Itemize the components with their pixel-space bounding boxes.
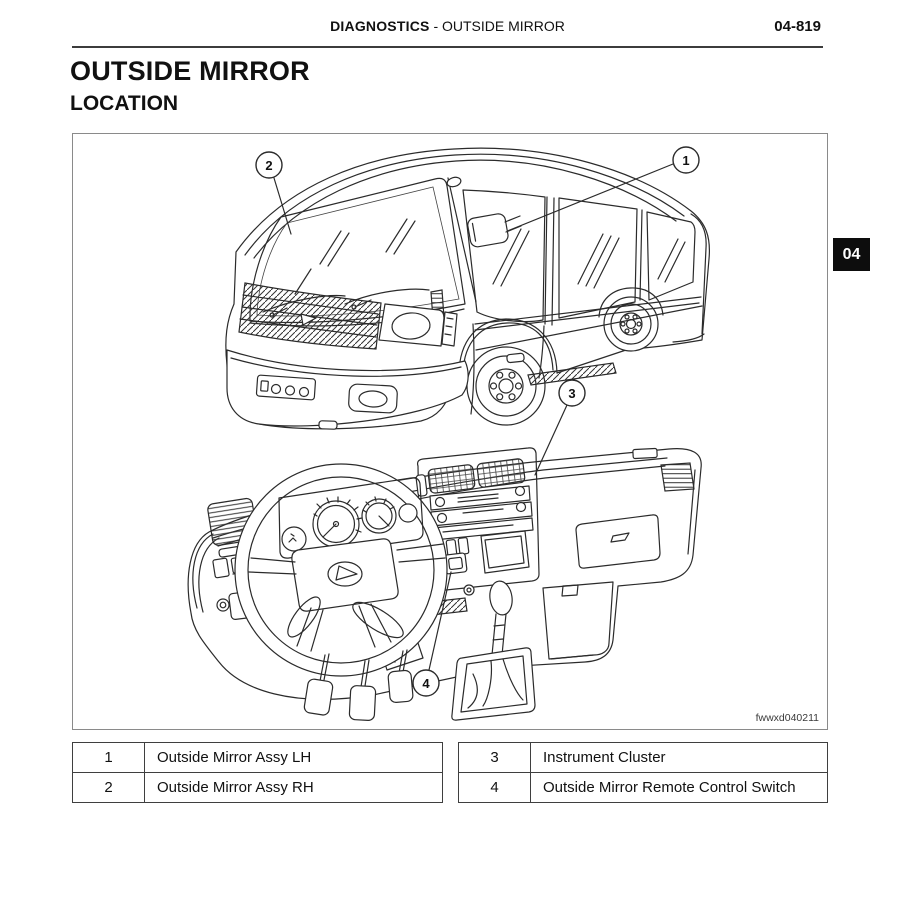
- van-illustration: [226, 148, 710, 429]
- callout-2-number: 2: [265, 158, 273, 173]
- header-section: DIAGNOSTICS: [330, 18, 430, 34]
- location-diagram: [73, 134, 827, 729]
- header-rule: [72, 46, 823, 48]
- page-title: OUTSIDE MIRROR: [70, 56, 310, 86]
- legend-label: Instrument Cluster: [531, 743, 828, 773]
- legend-table-right: [458, 742, 828, 803]
- legend-num: 1: [73, 743, 145, 773]
- callout-1-number: 1: [682, 153, 690, 168]
- table-row: [459, 773, 828, 803]
- center-vent-left: [428, 464, 476, 493]
- legend-table-left: [72, 742, 443, 803]
- section-subtitle: LOCATION: [70, 92, 179, 115]
- header-breadcrumb: [72, 18, 823, 34]
- passenger-vent: [661, 463, 694, 491]
- legend-label: Outside Mirror Remote Control Switch: [531, 773, 828, 803]
- legend-label: Outside Mirror Assy LH: [145, 743, 443, 773]
- table-row: [459, 743, 828, 773]
- legend-label: Outside Mirror Assy RH: [145, 773, 443, 803]
- callout-3-number: 3: [568, 386, 576, 401]
- figure-code: fwwxd040211: [755, 712, 819, 724]
- legend-num: 4: [459, 773, 531, 803]
- chapter-tab: 04: [833, 238, 870, 271]
- running-header: [72, 18, 823, 40]
- steering-wheel: [235, 464, 447, 676]
- door-handle: [507, 353, 525, 363]
- legend-num: 3: [459, 743, 531, 773]
- center-vent-right: [477, 458, 526, 487]
- header-topic: - OUTSIDE MIRROR: [433, 18, 565, 34]
- callout-4-number: 4: [422, 676, 430, 691]
- outside-mirror: [467, 213, 509, 248]
- page-number: 04-819: [774, 18, 821, 35]
- dashboard-illustration: [188, 405, 701, 721]
- table-row: [73, 773, 443, 803]
- legend-num: 2: [73, 773, 145, 803]
- table-row: [73, 743, 443, 773]
- figure-frame: [72, 133, 828, 730]
